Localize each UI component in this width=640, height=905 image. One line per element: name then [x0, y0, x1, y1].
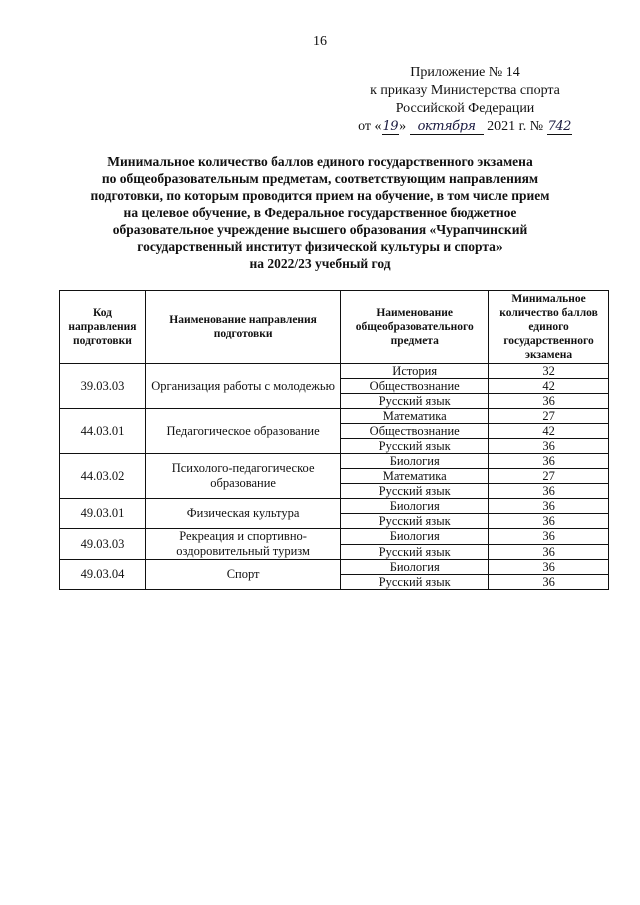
- order-from-prefix: от «: [358, 119, 382, 134]
- subject-name: Обществознание: [341, 379, 489, 394]
- table-row: [60, 560, 609, 575]
- table-row: [60, 454, 609, 469]
- table-body: [60, 364, 609, 590]
- direction-name: Физическая культура: [145, 499, 340, 529]
- table-row: [60, 409, 609, 424]
- subject-name: Обществознание: [341, 424, 489, 439]
- title-line: на целевое обучение, в Федеральное государственное бюджетное: [123, 205, 517, 220]
- title-line: образовательное учреждение высшего образования «Чурапчинский: [112, 222, 528, 237]
- direction-code: 44.03.01: [60, 409, 146, 454]
- min-score: 36: [489, 499, 609, 514]
- min-score: 36: [489, 544, 609, 560]
- order-year: 2021 г. №: [487, 119, 544, 134]
- table-header-row: [60, 291, 609, 364]
- min-score: 36: [489, 394, 609, 409]
- header-code: Код направления подготовки: [60, 291, 146, 364]
- direction-name: Спорт: [145, 560, 340, 590]
- direction-name: Рекреация и спортивно-оздоровительный туризм: [145, 529, 340, 560]
- page-number: 16: [313, 34, 327, 49]
- min-score: 36: [489, 529, 609, 545]
- subject-name: Математика: [341, 469, 489, 484]
- min-score: 36: [489, 514, 609, 529]
- direction-code: 49.03.03: [60, 529, 146, 560]
- title-line: Минимальное количество баллов единого государственного экзамена: [107, 154, 533, 169]
- order-number-handwritten: 742: [547, 119, 571, 134]
- subject-name: Русский язык: [341, 484, 489, 499]
- min-score: 42: [489, 424, 609, 439]
- subject-name: История: [341, 364, 489, 379]
- min-score: 36: [489, 439, 609, 454]
- title-line: государственный институт физической культуры и спорта»: [137, 239, 503, 254]
- header-min-score: Минимальное количество баллов единого государственного экзамена: [489, 291, 609, 364]
- title-line: по общеобразовательным предметам, соответствующим направлениям: [101, 171, 539, 186]
- title-line: подготовки, по которым проводится прием на обучение, в том числе прием: [90, 188, 550, 203]
- min-score: 42: [489, 379, 609, 394]
- order-quote-close: »: [399, 119, 407, 134]
- header-subject: Наименование общеобразовательного предмета: [341, 291, 489, 364]
- min-score: 27: [489, 409, 609, 424]
- direction-code: 39.03.03: [60, 364, 146, 409]
- direction-name: Организация работы с молодежью: [145, 364, 340, 409]
- direction-code: 49.03.01: [60, 499, 146, 529]
- direction-name: Педагогическое образование: [145, 409, 340, 454]
- appendix-number: Приложение № 14: [410, 65, 520, 80]
- subject-name: Русский язык: [341, 439, 489, 454]
- table-row: [60, 529, 609, 545]
- title-line: на 2022/23 учебный год: [249, 256, 391, 271]
- order-day-handwritten: 19: [382, 119, 399, 134]
- direction-name: Психолого-педагогическое образование: [145, 454, 340, 499]
- min-score: 36: [489, 560, 609, 575]
- order-month-handwritten: октября: [410, 120, 484, 135]
- subject-name: Биология: [341, 560, 489, 575]
- appendix-block: [340, 64, 590, 136]
- subject-name: Биология: [341, 499, 489, 514]
- subject-name: Русский язык: [341, 575, 489, 590]
- appendix-order-ref: к приказу Министерства спорта: [370, 83, 560, 98]
- subject-name: Русский язык: [341, 514, 489, 529]
- document-title: [40, 153, 600, 272]
- subject-name: Русский язык: [341, 544, 489, 560]
- min-score: 32: [489, 364, 609, 379]
- subject-name: Биология: [341, 529, 489, 545]
- direction-code: 49.03.04: [60, 560, 146, 590]
- scores-table: [59, 290, 609, 590]
- min-score: 36: [489, 454, 609, 469]
- min-score: 36: [489, 575, 609, 590]
- header-direction-name: Наименование направления подготовки: [145, 291, 340, 364]
- appendix-federation: Российской Федерации: [395, 101, 535, 116]
- subject-name: Математика: [341, 409, 489, 424]
- order-date-line: [340, 118, 590, 136]
- subject-name: Биология: [341, 454, 489, 469]
- subject-name: Русский язык: [341, 394, 489, 409]
- min-score: 27: [489, 469, 609, 484]
- direction-code: 44.03.02: [60, 454, 146, 499]
- min-score: 36: [489, 484, 609, 499]
- table-row: [60, 499, 609, 514]
- table-row: [60, 364, 609, 379]
